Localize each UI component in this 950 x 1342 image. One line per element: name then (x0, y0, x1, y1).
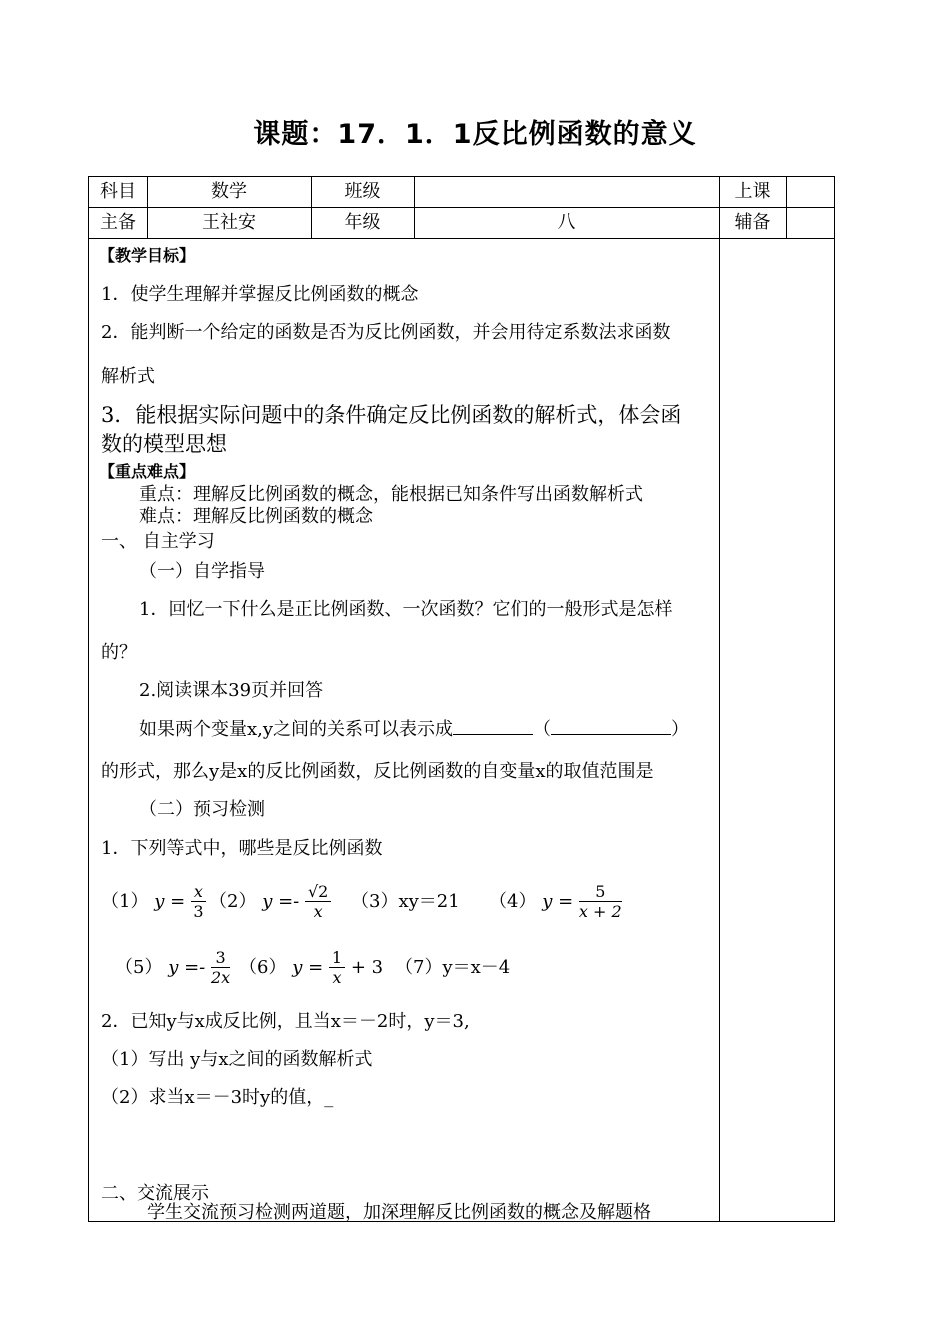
subject-label: 科目 (100, 181, 136, 202)
lesson-plan-table (88, 176, 835, 1222)
check-q2-b: （2）求当x＝－3时y的值，_ (101, 1087, 334, 1108)
option-2 (209, 877, 331, 927)
subject-value: 数学 (211, 181, 247, 202)
q2-text: 2.阅读课本39页并回答 (139, 680, 324, 701)
fill-paren-close: ） (671, 719, 690, 740)
objective-item-1: 1．使学生理解并掌握反比例函数的概念 (101, 284, 419, 305)
objective-item-3-cont: 数的模型思想 (101, 432, 227, 456)
grade-value: 八 (557, 212, 576, 233)
answer-blank-1[interactable] (453, 718, 533, 735)
option-1-denominator: 3 (193, 901, 204, 921)
fill-line-1-text: 如果两个变量x,y之间的关系可以表示成 (139, 719, 454, 740)
option-2-fraction (305, 883, 331, 922)
option-5-label: （5） (115, 957, 163, 978)
option-1 (101, 877, 206, 927)
objective-item-3: 3．能根据实际问题中的条件确定反比例函数的解析式，体会函 (101, 403, 682, 427)
option-1-lhs: y = (154, 891, 186, 912)
option-5-fraction (211, 949, 230, 988)
option-4-label: （4） (489, 891, 537, 912)
option-1-label: （1） (101, 891, 149, 912)
option-6-denominator: x (332, 967, 342, 987)
lead-label: 主备 (100, 212, 136, 233)
option-6-tail: + 3 (350, 957, 384, 978)
self-study-heading: 一、 自主学习 (101, 531, 215, 552)
check-heading: （二）预习检测 (139, 799, 265, 820)
option-3: （3）xy＝21 (351, 891, 460, 912)
objective-item-2-cont: 解析式 (101, 366, 155, 387)
answer-blank-2[interactable] (551, 718, 671, 735)
objective-item-2: 2．能判断一个给定的函数是否为反比例函数，并会用待定系数法求函数 (101, 322, 671, 343)
check-q1: 1．下列等式中，哪些是反比例函数 (101, 838, 383, 859)
option-2-denominator: x (313, 901, 323, 921)
option-4-lhs: y = (542, 891, 574, 912)
class-value (414, 177, 719, 207)
lead-value: 王社安 (202, 212, 256, 233)
option-2-label: （2） (209, 891, 257, 912)
option-1-numerator: x (191, 883, 206, 902)
option-1-fraction (191, 883, 206, 922)
option-2-numerator: √2 (305, 883, 331, 902)
q1-line2: 的？ (101, 642, 137, 663)
guide-heading: （一）自学指导 (139, 561, 265, 582)
grade-label: 年级 (344, 212, 381, 233)
option-6-lhs: y = (292, 957, 324, 978)
option-4-fraction (579, 883, 622, 922)
option-5-numerator: 3 (211, 949, 230, 968)
option-6-label: （6） (239, 957, 287, 978)
option-5-denominator: 2x (210, 967, 231, 987)
fill-line-1 (139, 718, 689, 741)
difficulty-text: 难点：理解反比例函数的概念 (139, 506, 373, 527)
option-7: （7）y＝x－4 (395, 957, 511, 978)
key-points-heading: 【重点难点】 (99, 462, 196, 481)
objectives-heading: 【教学目标】 (99, 246, 196, 265)
page-title: 课题：17．1．1反比例函数的意义 (253, 119, 697, 150)
lesson-label: 上课 (734, 181, 771, 202)
check-q2: 2．已知y与x成反比例，且当x＝－2时，y＝3, (101, 1011, 470, 1032)
option-5-lhs: y =- (168, 957, 206, 978)
class-label: 班级 (344, 181, 381, 202)
assist-label: 辅备 (734, 212, 771, 233)
option-6-fraction (329, 949, 345, 988)
option-6 (239, 943, 383, 993)
fill-paren-open: （ (533, 719, 552, 740)
option-4 (489, 877, 622, 927)
option-6-numerator: 1 (329, 949, 345, 968)
option-2-lhs: y =- (262, 891, 300, 912)
option-4-numerator: 5 (579, 883, 622, 902)
exchange-heading: 二、交流展示 (101, 1183, 209, 1204)
q1-line1: 1．回忆一下什么是正比例函数、一次函数？它们的一般形式是怎样 (139, 599, 673, 620)
fill-line-2: 的形式，那么y是x的反比例函数，反比例函数的自变量x的取值范围是 (101, 761, 654, 782)
option-5 (115, 943, 230, 993)
exchange-text: 学生交流预习检测两道题，加深理解反比例函数的概念及解题格 (147, 1202, 651, 1223)
check-q2-a: （1）写出 y与x之间的函数解析式 (101, 1049, 373, 1070)
option-4-denominator: x + 2 (578, 901, 622, 921)
key-point-text: 重点：理解反比例函数的概念，能根据已知条件写出函数解析式 (139, 484, 643, 505)
